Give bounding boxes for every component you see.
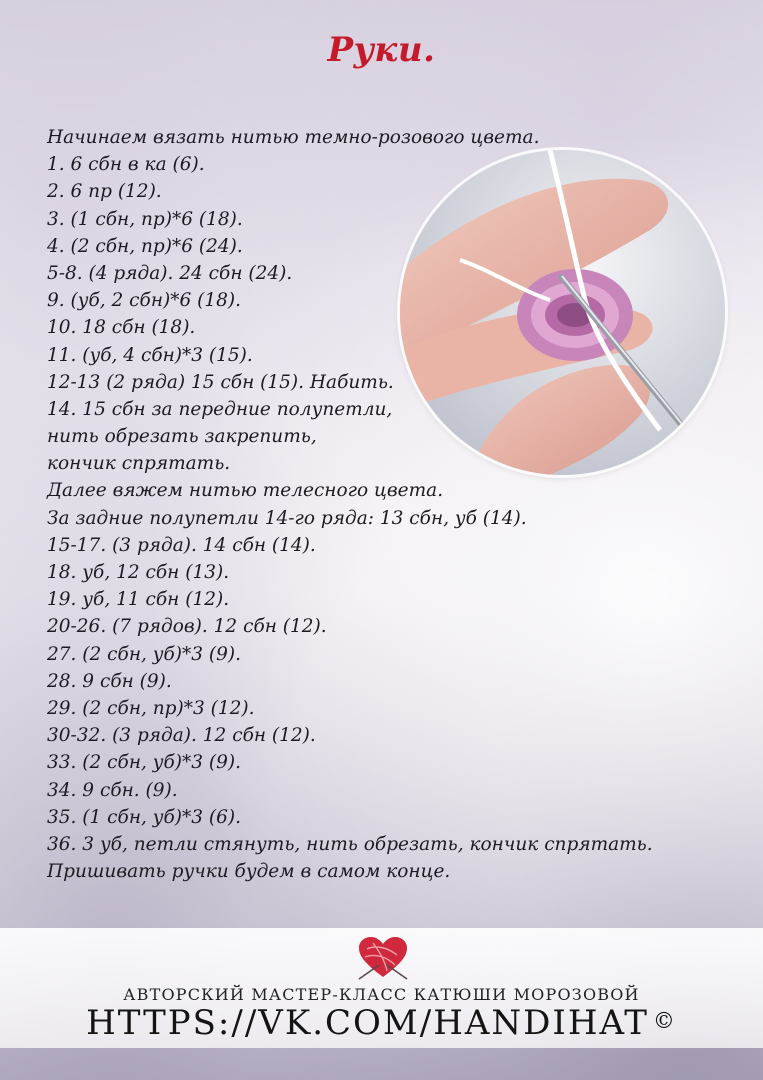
pattern-step: 28. 9 сбн (9). <box>47 670 172 692</box>
pattern-step: 29. (2 сбн, пр)*3 (12). <box>47 697 255 719</box>
page-title: Руки. <box>327 30 436 70</box>
pattern-step: 18. уб, 12 сбн (13). <box>47 562 230 583</box>
pattern-step: 36. 3 уб, петли стянуть, нить обрезать, кончик спрятать. <box>47 833 653 855</box>
pattern-step: 3. (1 сбн, пр)*6 (18). <box>47 208 243 230</box>
pattern-step: 14. 15 сбн за передние полупетли, <box>47 398 393 420</box>
pattern-step: 15-17. (3 ряда). 14 сбн (14). <box>47 534 316 556</box>
pattern-step: кончик спрятать. <box>47 453 231 475</box>
pattern-step: 5-8. (4 ряда). 24 сбн (24). <box>47 262 293 284</box>
source-url[interactable] <box>0 1003 763 1043</box>
pattern-step: 2. 6 пр (12). <box>47 181 162 203</box>
pattern-step: 4. (2 сбн, пр)*6 (24). <box>47 235 243 257</box>
pattern-step: 1. 6 сбн в ка (6). <box>47 154 205 176</box>
copyright-symbol: © <box>652 1009 677 1034</box>
pattern-step: 12-13 (2 ряда) 15 сбн (15). Набить. <box>47 371 394 393</box>
pattern-step: 35. (1 сбн, уб)*3 (6). <box>47 806 241 828</box>
pattern-step: Начинаем вязать нитью темно-розового цвета. <box>47 127 540 148</box>
pattern-step: 10. 18 сбн (18). <box>47 317 196 339</box>
yarn-heart-logo-icon <box>357 935 409 981</box>
author-caption: АВТОРСКИЙ МАСТЕР-КЛАСС КАТЮШИ МОРОЗОВОЙ <box>123 985 640 1004</box>
pattern-step: 30-32. (3 ряда). 12 сбн (12). <box>47 725 316 747</box>
pattern-step: 19. уб, 11 сбн (12). <box>47 589 230 611</box>
pattern-step: 34. 9 сбн. (9). <box>47 779 178 801</box>
pattern-step: 9. (уб, 2 сбн)*6 (18). <box>47 290 241 312</box>
pattern-step: нить обрезать закрепить, <box>47 426 317 448</box>
pattern-step: Далее вяжем нитью телесного цвета. <box>47 480 444 502</box>
pattern-step: 33. (2 сбн, уб)*3 (9). <box>47 752 241 774</box>
pattern-step: 27. (2 сбн, уб)*3 (9). <box>47 643 241 665</box>
source-url-text[interactable]: HTTPS://VK.COM/HANDIHAT <box>86 1003 649 1043</box>
pattern-step: 20-26. (7 рядов). 12 сбн (12). <box>47 616 327 638</box>
pattern-step: Пришивать ручки будем в самом конце. <box>47 861 451 883</box>
pattern-step: 11. (уб, 4 сбн)*3 (15). <box>47 344 253 366</box>
pattern-step: За задние полупетли 14-го ряда: 13 сбн, уб (14). <box>47 507 527 529</box>
crochet-photo <box>400 150 725 475</box>
